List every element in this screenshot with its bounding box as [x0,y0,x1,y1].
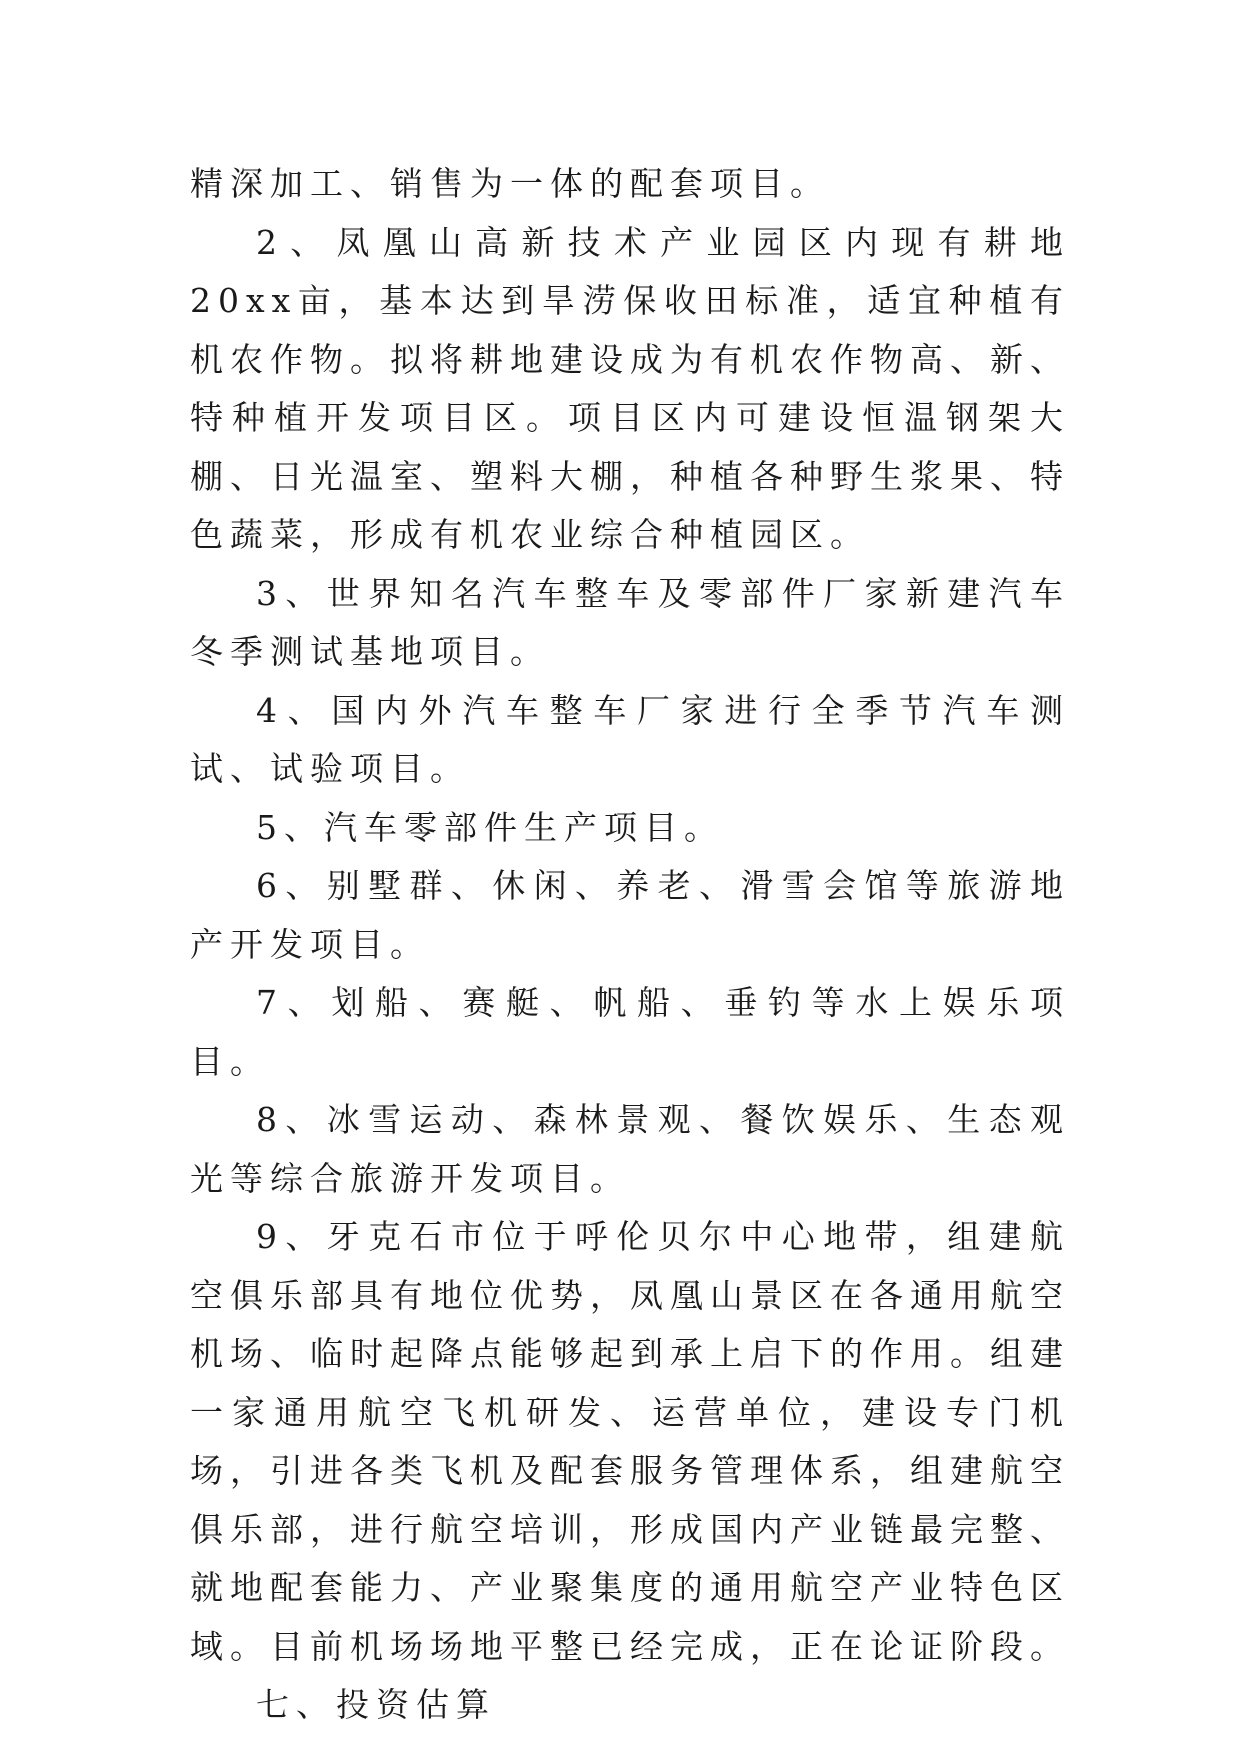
paragraph-item-8: 8、冰雪运动、森林景观、餐饮娱乐、生态观光等综合旅游开发项目。 [190,1100,1070,1198]
document-body [190,155,1070,1735]
section-heading-investment-estimate: 七、投资估算 [256,1685,496,1724]
paragraph-item-6: 6、别墅群、休闲、养老、滑雪会馆等旅游地产开发项目。 [190,866,1070,964]
paragraph-item-5: 5、汽车零部件生产项目。 [256,807,724,847]
paragraph-item-9: 9、牙克石市位于呼伦贝尔中心地带，组建航空俱乐部具有地位优势，凤凰山景区在各通用航空机场、临时起降点能够起到承上启下的作用。组建一家通用航空飞机研发、运营单位，建设专门机场，引进各类飞机及配套服务管理体系，组建航空俱乐部，进行航空培训，形成国内产业链最完整、就地配套能力、产业聚集度的通用航空产业特色区域。目前机场场地平整已经完成，正在论证阶段。 [190,1217,1070,1666]
paragraph-item-2: 2、凤凰山高新技术产业园区内现有耕地20xx亩，基本达到旱涝保收田标准，适宜种植有机农作物。拟将耕地建设成为有机农作物高、新、特种植开发项目区。项目区内可建设恒温钢架大棚、日光温室、塑料大棚，种植各种野生浆果、特色蔬菜，形成有机农业综合种植园区。 [190,222,1070,554]
paragraph-item-7: 7、划船、赛艇、帆船、垂钓等水上娱乐项目。 [190,983,1070,1081]
paragraph-item-4: 4、国内外汽车整车厂家进行全季节汽车测试、试验项目。 [190,690,1070,788]
paragraph-item-3: 3、世界知名汽车整车及零部件厂家新建汽车冬季测试基地项目。 [190,573,1070,671]
paragraph-continuation: 精深加工、销售为一体的配套项目。 [190,164,830,203]
